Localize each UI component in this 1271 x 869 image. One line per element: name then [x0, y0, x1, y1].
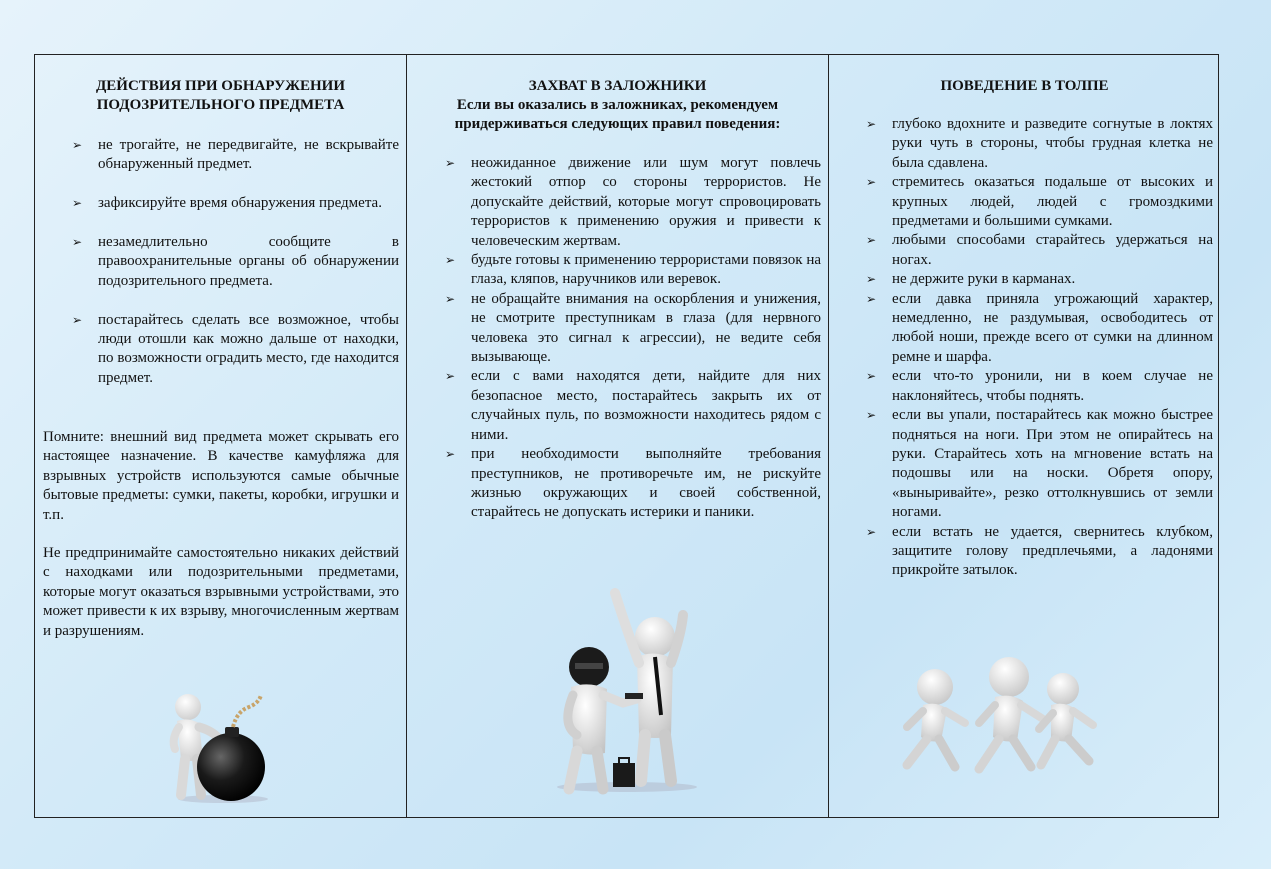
list-item-text: неожиданное движение или шум могут повлечь жестокий отпор со стороны террористов. Не допускайте действий, которые могут спровоцировать террористов к применению оружия и привести к человеческим жертвам.	[471, 155, 821, 249]
section-title-hostage: ЗАХВАТ В ЗАЛОЖНИКИ	[528, 78, 707, 94]
arrow-bullet-icon: ➢	[445, 369, 456, 384]
arrow-bullet-icon: ➢	[72, 312, 83, 327]
list-item-text: незамедлительно сообщите в правоохранительные органы об обнаружении подозрительного предмета.	[98, 234, 399, 289]
list-item	[72, 136, 399, 175]
list-item-text: если давка приняла угрожающий характер, немедленно, не раздумывая, освободитесь от любой ноши, прежде всего от сумки на длинном ремне и шарфа.	[892, 290, 1213, 365]
list-item-text: если встать не удается, свернитесь клубком, защитите голову предплечьями, а ладонями прикройте затылок.	[892, 523, 1213, 579]
list-item	[866, 367, 1213, 406]
list-item-text: постарайтесь сделать все возможное, чтобы люди отошли как можно дальше от находки, по возможности оградить место, где находится предмет.	[98, 311, 399, 386]
list-item	[72, 233, 399, 291]
arrow-bullet-icon: ➢	[72, 138, 83, 152]
hostage-subtitle	[417, 96, 818, 134]
column-hostage	[407, 55, 829, 817]
hostage-figures-illustration	[547, 585, 707, 795]
arrow-bullet-icon: ➢	[866, 408, 877, 423]
running-crowd-illustration	[893, 653, 1109, 775]
list-item-text: при необходимости выполняйте требования преступников, не противоречьте им, не рискуйте жизнью окружающих и своей собственной, старайтесь не допускать истерики и паники.	[471, 446, 821, 521]
list-item	[445, 445, 821, 523]
subtitle-line: придерживаться следующих правил поведения:	[454, 116, 781, 132]
list-item	[866, 270, 1213, 289]
list-item-text: если с вами находятся дети, найдите для них безопасное место, постарайтесь закрыть их от случайных пуль, по возможности находитесь рядом с ними.	[471, 368, 821, 443]
list-item-text: если что-то уронили, ни в коем случае не наклоняйтесь, чтобы поднять.	[892, 368, 1213, 404]
title-line: ПОДОЗРИТЕЛЬНОГО ПРЕДМЕТА	[96, 97, 345, 113]
arrow-bullet-icon: ➢	[72, 196, 83, 211]
brochure	[34, 54, 1219, 818]
arrow-bullet-icon: ➢	[72, 235, 83, 249]
arrow-bullet-icon: ➢	[866, 291, 877, 306]
list-item-text: не держите руки в карманах.	[892, 271, 1076, 288]
arrow-bullet-icon: ➢	[445, 447, 456, 462]
bomb-figure-illustration	[163, 687, 273, 805]
list-item	[866, 173, 1213, 231]
list-item	[445, 290, 821, 368]
list-item-text: не обращайте внимания на оскорбления и унижения, не смотрите преступникам в глаза (для нервного человека это сигнал к агрессии), не ведите себя вызывающе.	[471, 290, 821, 366]
list-item	[445, 367, 821, 445]
arrow-bullet-icon: ➢	[445, 156, 456, 170]
list-item	[72, 311, 399, 389]
column-suspicious-object	[35, 55, 407, 817]
arrow-bullet-icon: ➢	[445, 253, 456, 268]
column-crowd	[829, 55, 1220, 817]
title-line: ДЕЙСТВИЯ ПРИ ОБНАРУЖЕНИИ	[95, 78, 346, 94]
list-item-text: если вы упали, постарайтесь как можно быстрее подняться на ноги. При этом не опирайтесь на руки. Старайтесь хоть на мгновение встать на подошвы или на носки. Обретя опору, «выныривайте», резко оттолкнувшись от земли ногами.	[892, 407, 1213, 521]
list-item-text: глубоко вдохните и разведите согнутые в локтях руки чуть в стороны, чтобы грудная клетка не была сдавлена.	[892, 116, 1213, 171]
arrow-bullet-icon: ➢	[866, 233, 877, 248]
hostage-list	[445, 154, 821, 523]
subtitle-line: Если вы оказались в заложниках, рекомендуем	[456, 97, 779, 113]
list-item	[72, 194, 399, 213]
section-title-crowd: ПОВЕДЕНИЕ В ТОЛПЕ	[940, 78, 1109, 94]
section-title-suspicious-object	[35, 77, 406, 115]
arrow-bullet-icon: ➢	[866, 175, 877, 190]
list-item-text: любыми способами старайтесь удержаться на ногах.	[892, 232, 1213, 268]
arrow-bullet-icon: ➢	[866, 272, 877, 287]
arrow-bullet-icon: ➢	[866, 524, 877, 539]
list-item	[866, 290, 1213, 368]
list-item-text: будьте готовы к применению террористами повязок на глаза, кляпов, наручников или веревок.	[471, 252, 821, 288]
list-item-text: не трогайте, не передвигайте, не вскрывайте обнаруженный предмет.	[98, 137, 399, 173]
arrow-bullet-icon: ➢	[866, 369, 877, 384]
list-item	[445, 154, 821, 251]
list-item	[866, 231, 1213, 270]
crowd-list	[866, 115, 1213, 581]
no-action-note: Не предпринимайте самостоятельно никаких действий с находками или подозрительными предметами, которые могут оказаться взрывными устройствами, это может привести к их взрыву, многочисленным жертвам и разрушениям.	[43, 545, 399, 639]
list-item	[866, 406, 1213, 522]
list-item	[866, 115, 1213, 173]
arrow-bullet-icon: ➢	[866, 117, 877, 131]
list-item	[866, 523, 1213, 581]
camouflage-note: Помните: внешний вид предмета может скрывать его настоящее назначение. В качестве камуфляжа для взрывных устройств используются самые обычные бытовые предметы: сумки, пакеты, коробки, игрушки и т.п.	[43, 429, 399, 523]
list-item	[445, 251, 821, 290]
arrow-bullet-icon: ➢	[445, 291, 456, 306]
list-item-text: стремитесь оказаться подальше от высоких и крупных людей, людей с громоздкими предметами и большими сумками.	[892, 174, 1213, 230]
list-item-text: зафиксируйте время обнаружения предмета.	[98, 195, 382, 212]
suspicious-object-list	[72, 136, 399, 408]
